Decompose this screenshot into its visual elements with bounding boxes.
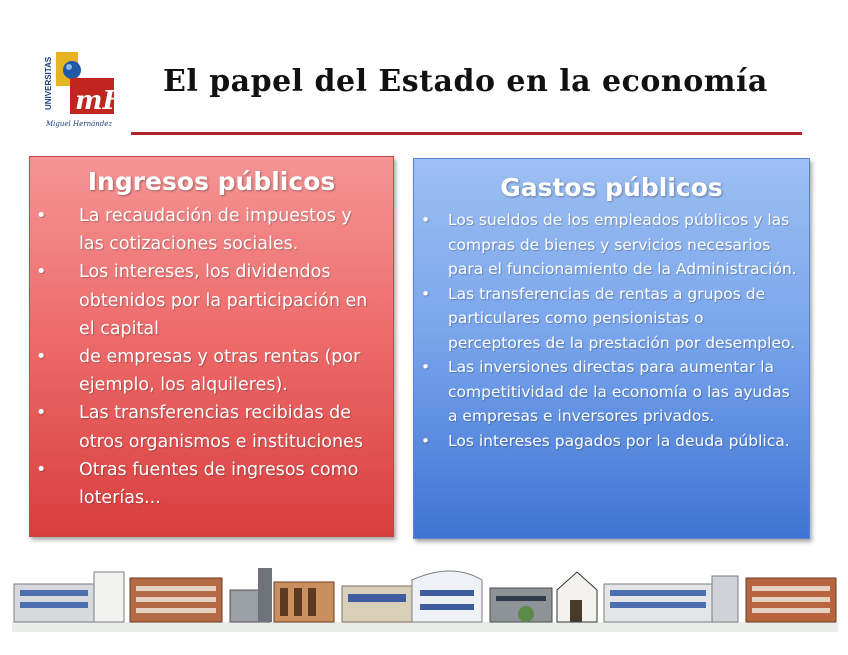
expenses-panel: [413, 158, 810, 539]
logo-blue-orb: [63, 61, 81, 79]
building-illustration: [230, 568, 334, 622]
logo-vertical-text: UNIVERSITAS: [44, 56, 53, 110]
building-illustration: [130, 578, 222, 622]
university-logo: [42, 48, 128, 132]
list-item: • Las inversiones directas para aumentar la competitividad de la economía o las ayudas a empresas e inversores privados.: [414, 355, 809, 429]
title-underline: [131, 132, 802, 135]
logo-monogram: mH: [75, 86, 128, 116]
list-item: • Otras fuentes de ingresos como loterías...: [30, 456, 393, 512]
building-illustration: [14, 572, 124, 622]
list-item: • Las transferencias recibidas de otros organismos e instituciones: [30, 399, 393, 455]
list-item: • Los intereses, los dividendos obtenidos por la participación en el capital: [30, 258, 393, 343]
logo-orb-highlight: [66, 64, 72, 70]
income-list: [30, 202, 393, 512]
campus-buildings-banner: [12, 560, 838, 632]
logo-caption: Miguel Hernández: [46, 120, 113, 128]
building-illustration: [342, 571, 482, 622]
income-heading: Ingresos públicos: [87, 167, 336, 196]
list-item: • La recaudación de impuestos y las cotizaciones sociales.: [30, 202, 393, 258]
list-item: • Las transferencias de rentas a grupos de particulares como pensionistas o perceptores de la prestación por desempleo.: [414, 282, 809, 356]
page-title: El papel del Estado en la economía: [163, 64, 768, 99]
income-panel: [29, 156, 394, 537]
building-illustration: [490, 572, 597, 622]
building-illustration: [604, 576, 738, 622]
list-item: • de empresas y otras rentas (por ejemplo, los alquileres).: [30, 343, 393, 399]
building-illustration: [746, 578, 836, 622]
list-item: • Los intereses pagados por la deuda pública.: [414, 429, 809, 454]
expenses-heading: Gastos públicos: [500, 173, 723, 202]
list-item: • Los sueldos de los empleados públicos y las compras de bienes y servicios necesarios para el funcionamiento de la Administración.: [414, 208, 809, 282]
expenses-list: [414, 208, 809, 453]
